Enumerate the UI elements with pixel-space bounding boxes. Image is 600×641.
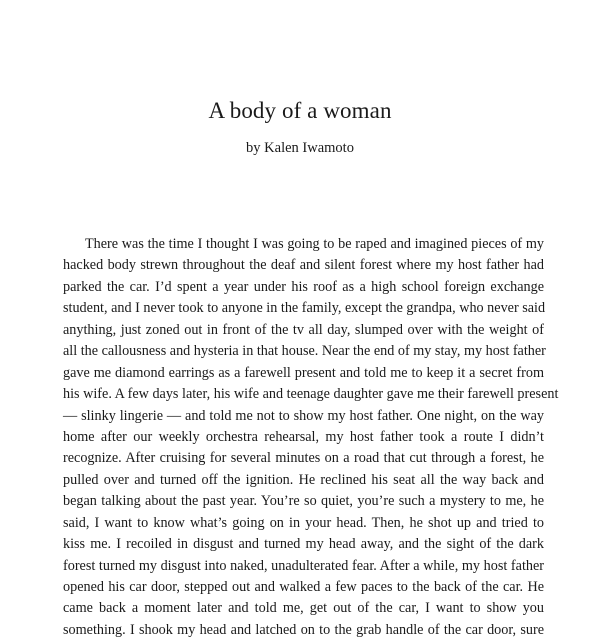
text-line: pulled over and turned off the ignition. He reclined his seat all the way back and <box>63 471 544 488</box>
text-line: kiss me. I recoiled in disgust and turned my head away, and the sight of the dark <box>63 536 544 553</box>
text-line: began talking about the past year. You’re so quiet, you’re such a mystery to me, he <box>63 493 544 510</box>
text-line: parked the car. I’d spent a year under his roof as a high school foreign exchange <box>63 278 544 295</box>
text-line: all the callousness and hysteria in that house. Near the end of my stay, my host father <box>63 343 546 360</box>
document-title: A body of a woman <box>208 98 392 123</box>
text-line: recognize. After cruising for several minutes on a road that cut through a forest, he <box>63 450 544 467</box>
text-line: gave me diamond earrings as a farewell present and told me to keep it a secret from <box>63 364 544 381</box>
text-line: There was the time I thought I was going to be raped and imagined pieces of my <box>85 236 544 252</box>
text-line: came back a moment later and told me, get out of the car, I want to show you <box>63 600 544 617</box>
text-line: student, and I never took to anyone in the family, except the grandpa, who never said <box>63 300 546 317</box>
text-line: forest turned my disgust into naked, unadulterated fear. After a while, my host father <box>63 557 544 574</box>
body-paragraph <box>63 234 559 641</box>
author-byline: by Kalen Iwamoto <box>246 140 354 156</box>
text-line: something. I shook my head and latched on to the grab handle of the car door, sure <box>63 621 544 638</box>
text-line: hacked body strewn throughout the deaf and silent forest where my host father had <box>63 257 544 274</box>
text-line: said, I want to know what’s going on in your head. Then, he shot up and tried to <box>63 514 544 531</box>
text-line: opened his car door, stepped out and walked a few paces to the back of the car. He <box>63 579 544 595</box>
text-line: his wife. A few days later, his wife and teenage daughter gave me their farewell present <box>63 386 559 403</box>
text-line: — slinky lingerie — and told me not to show my host father. One night, on the way <box>63 407 544 424</box>
text-line: anything, just zoned out in front of the tv all day, slumped over with the weight of <box>63 321 544 338</box>
text-line: home after our weekly orchestra rehearsal, my host father took a route I didn’t <box>63 428 544 445</box>
